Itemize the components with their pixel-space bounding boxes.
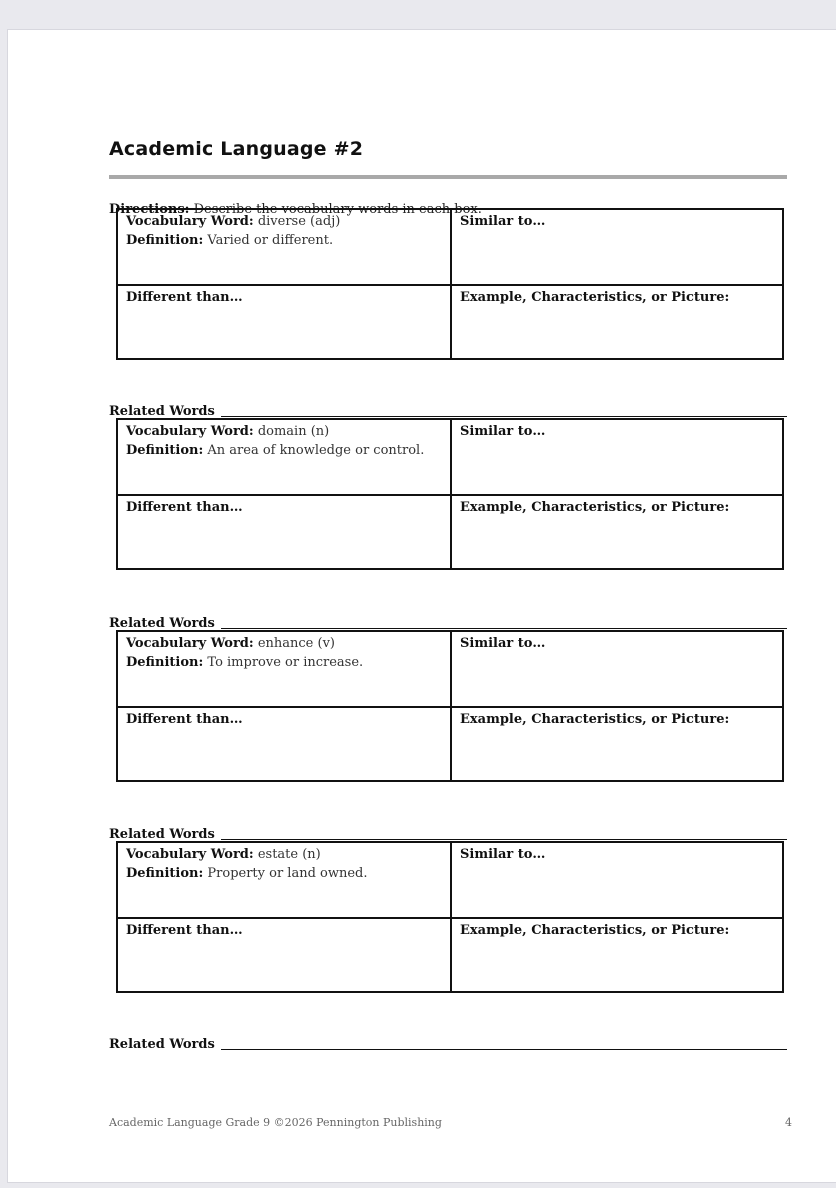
vocab-word-value: diverse (adj)	[257, 214, 341, 229]
similar-cell[interactable]	[452, 843, 782, 919]
related-words-row	[109, 616, 787, 631]
definition-value: To improve or increase.	[207, 655, 364, 670]
directions-label: Directions:	[109, 202, 190, 217]
definition-label: Definition:	[126, 233, 204, 248]
related-words-line[interactable]	[221, 415, 787, 417]
similar-cell[interactable]	[452, 210, 782, 286]
related-words-row	[109, 404, 787, 419]
different-cell[interactable]	[118, 286, 452, 358]
page-number: 4	[785, 1116, 792, 1129]
vocab-word-value: domain (n)	[257, 424, 330, 439]
footer-copyright: Academic Language Grade 9 ©2026 Pennington Publishing	[109, 1116, 442, 1129]
related-words-label: Related Words	[109, 404, 215, 419]
vocab-word-label: Vocabulary Word:	[126, 636, 254, 651]
definition-label: Definition:	[126, 655, 204, 670]
definition-label: Definition:	[126, 866, 204, 881]
related-words-label: Related Words	[109, 616, 215, 631]
example-cell[interactable]	[452, 708, 782, 780]
title-rule	[109, 175, 787, 179]
different-cell[interactable]	[118, 708, 452, 780]
example-label: Example, Characteristics, or Picture:	[460, 923, 730, 938]
related-words-line[interactable]	[221, 838, 787, 840]
related-words-line[interactable]	[221, 627, 787, 629]
word-definition-cell	[118, 632, 452, 708]
vocab-word-label: Vocabulary Word:	[126, 847, 254, 862]
definition-label: Definition:	[126, 443, 204, 458]
different-label: Different than…	[126, 290, 243, 305]
similar-cell[interactable]	[452, 420, 782, 496]
definition-value: Varied or different.	[207, 233, 334, 248]
vocab-box	[116, 630, 784, 782]
vocab-box	[116, 208, 784, 360]
vocab-word-value: estate (n)	[257, 847, 321, 862]
different-label: Different than…	[126, 923, 243, 938]
different-label: Different than…	[126, 500, 243, 515]
word-definition-cell	[118, 420, 452, 496]
different-cell[interactable]	[118, 919, 452, 991]
similar-label: Similar to…	[460, 214, 546, 229]
word-definition-cell	[118, 843, 452, 919]
different-label: Different than…	[126, 712, 243, 727]
similar-label: Similar to…	[460, 636, 546, 651]
vocab-word-label: Vocabulary Word:	[126, 424, 254, 439]
related-words-label: Related Words	[109, 1037, 215, 1052]
page-footer	[109, 1116, 792, 1129]
page-title: Academic Language #2	[109, 138, 364, 160]
vocab-word-label: Vocabulary Word:	[126, 214, 254, 229]
document-page	[8, 30, 836, 1182]
related-words-line[interactable]	[221, 1048, 787, 1050]
example-label: Example, Characteristics, or Picture:	[460, 712, 730, 727]
example-cell[interactable]	[452, 496, 782, 568]
example-label: Example, Characteristics, or Picture:	[460, 500, 730, 515]
similar-cell[interactable]	[452, 632, 782, 708]
related-words-row	[109, 1037, 787, 1052]
example-cell[interactable]	[452, 919, 782, 991]
word-definition-cell	[118, 210, 452, 286]
different-cell[interactable]	[118, 496, 452, 568]
directions-text: Describe the vocabulary words in each box.	[193, 202, 482, 217]
vocab-box	[116, 841, 784, 993]
example-label: Example, Characteristics, or Picture:	[460, 290, 730, 305]
related-words-label: Related Words	[109, 827, 215, 842]
definition-value: An area of knowledge or control.	[207, 443, 425, 458]
similar-label: Similar to…	[460, 847, 546, 862]
vocab-word-value: enhance (v)	[257, 636, 335, 651]
definition-value: Property or land owned.	[207, 866, 368, 881]
similar-label: Similar to…	[460, 424, 546, 439]
related-words-row	[109, 827, 787, 842]
example-cell[interactable]	[452, 286, 782, 358]
vocab-box	[116, 418, 784, 570]
